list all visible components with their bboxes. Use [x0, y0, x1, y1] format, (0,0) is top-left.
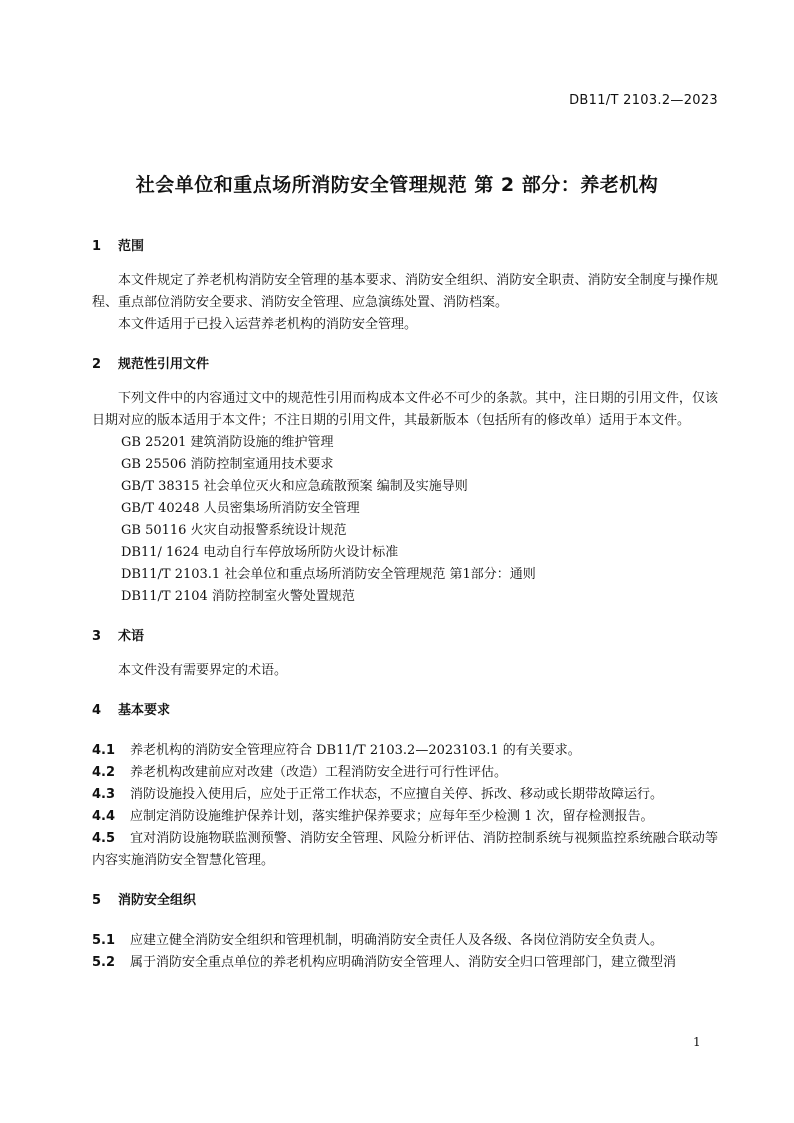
section-number: 2: [92, 357, 102, 372]
clause-4-2: [92, 762, 718, 784]
reference-item: GB 25506 消防控制室通用技术要求: [121, 457, 334, 472]
section-title: 范围: [118, 239, 145, 254]
scope-applicability-paragraph: 本文件适用于已投入运营养老机构的消防安全管理。: [118, 317, 418, 332]
clause-5-1: [92, 930, 718, 952]
reference-item: GB/T 40248 人员密集场所消防安全管理: [121, 501, 360, 516]
section-4-heading: [92, 700, 718, 722]
clause-number: 4.1: [92, 743, 116, 758]
section-number: 4: [92, 703, 102, 718]
scope-paragraph: 本文件规定了养老机构消防安全管理的基本要求、消防安全组织、消防安全职责、消防安全制度与操作规程、重点部位消防安全要求、消防安全管理、应急演练处置、消防档案。: [92, 273, 718, 310]
section-number: 5: [92, 893, 102, 908]
normative-references-paragraph: 下列文件中的内容通过文中的规范性引用而构成本文件必不可少的条款。其中，注日期的引用文件，仅该日期对应的版本适用于本文件；不注日期的引用文件，其最新版本（包括所有的修改单）适用于本文件。: [92, 391, 718, 428]
reference-item: GB/T 38315 社会单位灭火和应急疏散预案 编制及实施导则: [121, 479, 468, 494]
section-1-heading: [92, 236, 718, 258]
clause-text: 属于消防安全重点单位的养老机构应明确消防安全管理人、消防安全归口管理部门，建立微型消: [130, 955, 677, 970]
clause-number: 5.2: [92, 955, 116, 970]
clause-text: 应建立健全消防安全组织和管理机制，明确消防安全责任人及各级、各岗位消防安全负责人。: [130, 933, 664, 948]
section-title: 消防安全组织: [118, 893, 197, 908]
reference-item: GB 50116 火灾自动报警系统设计规范: [121, 523, 347, 538]
section-title: 术语: [118, 629, 145, 644]
section-5-heading: [92, 890, 718, 912]
clause-4-3: [92, 784, 718, 806]
document-title: 社会单位和重点场所消防安全管理规范 第 2 部分：养老机构: [135, 174, 659, 196]
clause-number: 4.4: [92, 809, 116, 824]
section-title: 规范性引用文件: [118, 357, 210, 372]
clause-4-4: [92, 806, 718, 828]
clause-text: 消防设施投入使用后，应处于正常工作状态，不应擅自关停、拆改、移动或长期带故障运行。: [130, 787, 664, 802]
clause-4-1: [92, 740, 718, 762]
section-3-heading: [92, 626, 718, 648]
reference-item: DB11/T 2103.1 社会单位和重点场所消防安全管理规范 第1部分：通则: [121, 567, 536, 582]
section-number: 1: [92, 239, 102, 254]
clause-5-2: [92, 952, 718, 974]
clause-number: 4.5: [92, 831, 116, 846]
section-number: 3: [92, 629, 102, 644]
clause-4-5: [92, 828, 718, 872]
clause-number: 5.1: [92, 933, 116, 948]
terms-paragraph: 本文件没有需要界定的术语。: [118, 663, 288, 678]
section-title: 基本要求: [118, 703, 171, 718]
reference-item: DB11/T 2104 消防控制室火警处置规范: [121, 589, 355, 604]
reference-item: GB 25201 建筑消防设施的维护管理: [121, 435, 334, 450]
reference-item: DB11/ 1624 电动自行车停放场所防火设计标准: [121, 545, 399, 560]
document-body: [92, 236, 718, 974]
page-number: 1: [693, 1035, 701, 1049]
clause-number: 4.3: [92, 787, 116, 802]
clause-text: 养老机构改建前应对改建（改造）工程消防安全进行可行性评估。: [130, 765, 508, 780]
section-2-heading: [92, 354, 718, 376]
clause-number: 4.2: [92, 765, 116, 780]
clause-text: 养老机构的消防安全管理应符合 DB11/T 2103.2—2023103.1 的有关要求。: [130, 743, 581, 758]
document-code: DB11/T 2103.2—2023: [569, 93, 718, 108]
clause-text: 宜对消防设施物联监测预警、消防安全管理、风险分析评估、消防控制系统与视频监控系统融合联动等内容实施消防安全智慧化管理。: [92, 831, 718, 868]
clause-text: 应制定消防设施维护保养计划，落实维护保养要求；应每年至少检测 1 次，留存检测报告。: [130, 809, 654, 824]
